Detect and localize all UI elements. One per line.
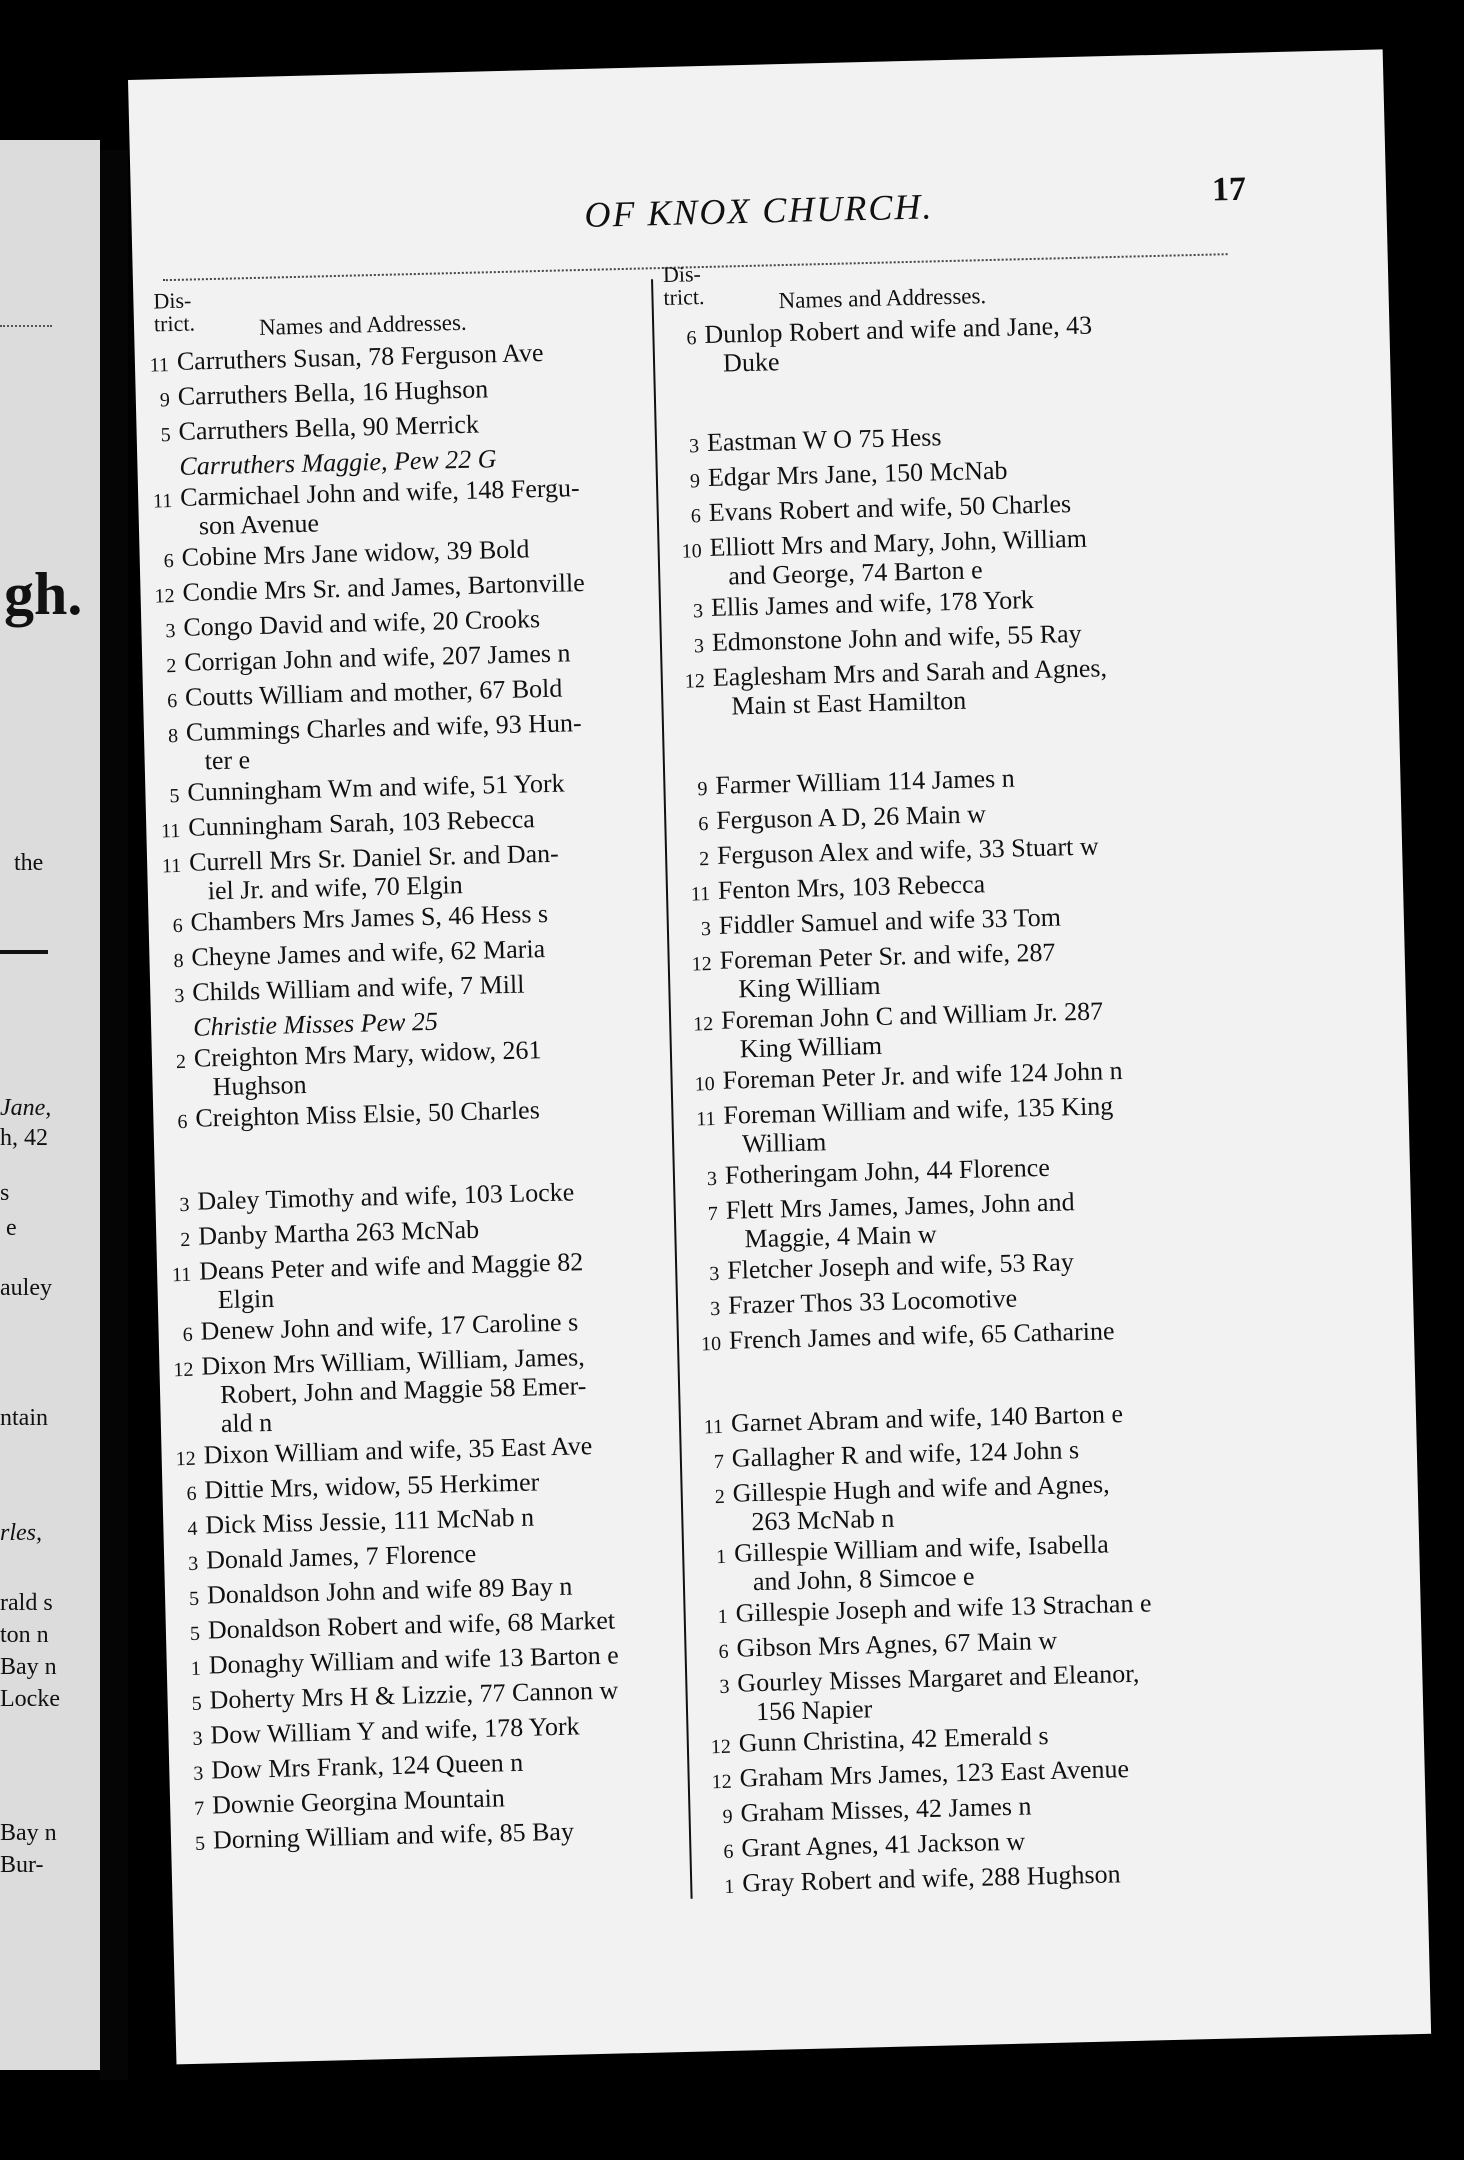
entry-text bbox=[194, 1032, 663, 1101]
district-number: 12 bbox=[154, 585, 175, 608]
entry-name-address: Currell Mrs Sr. Daniel Sr. and Dan- bbox=[188, 838, 560, 877]
entry-name-address: Gray Robert and wife, 288 Hughson bbox=[741, 1859, 1121, 1898]
entry-name-address: Dixon Mrs William, William, James, bbox=[201, 1342, 585, 1381]
district-number: 3 bbox=[700, 918, 712, 941]
district-number: 3 bbox=[688, 435, 700, 458]
district-heading: Dis- trict. bbox=[153, 287, 196, 337]
entry-continuation: Main st East Hamilton bbox=[731, 685, 967, 721]
entry-name-address: Ellis James and wife, 178 York bbox=[710, 585, 1035, 622]
entry-name-address: Dick Miss Jessie, 111 McNab n bbox=[204, 1502, 535, 1540]
entry-name-address: Condie Mrs Sr. and James, Bartonville bbox=[182, 567, 586, 607]
entry-continuation: 263 McNab n bbox=[751, 1503, 895, 1537]
district-number: 3 bbox=[174, 984, 185, 1008]
district-number: 6 bbox=[166, 689, 178, 713]
district-number: 2 bbox=[175, 1050, 187, 1074]
entry-name-address: Dittie Mrs, widow, 55 Herkimer bbox=[204, 1467, 540, 1505]
entry-name-address: Downie Georgina Mountain bbox=[211, 1783, 506, 1820]
entry-name-address: Cummings Charles and wife, 93 Hun- bbox=[185, 708, 582, 747]
directory-entry bbox=[667, 520, 1228, 592]
district-number: 3 bbox=[693, 635, 705, 658]
district-number: 10 bbox=[700, 1332, 722, 1356]
district-number: 11 bbox=[171, 1263, 192, 1287]
district-number: 1 bbox=[715, 1545, 727, 1569]
entry-text bbox=[732, 1466, 1251, 1537]
entry-continuation: William bbox=[741, 1127, 827, 1159]
directory-entry bbox=[159, 1340, 671, 1439]
entry-continuation: ter e bbox=[204, 745, 251, 776]
entry-name-address: Eastman W O 75 Hess bbox=[706, 422, 942, 457]
entry-name-address: Farmer William 114 James n bbox=[715, 763, 1016, 800]
book-spine bbox=[100, 150, 128, 2080]
district-number: 6 bbox=[172, 914, 183, 938]
entry-name-address: Coutts William and mother, 67 Bold bbox=[184, 673, 563, 712]
district-number: 2 bbox=[166, 654, 177, 678]
entry-name-address: Gunn Christina, 42 Emerald s bbox=[738, 1721, 1049, 1758]
district-number: 11 bbox=[703, 1415, 724, 1439]
entry-text bbox=[719, 933, 1238, 1004]
entry-text bbox=[199, 1245, 668, 1314]
entry-name-address: Frazer Thos 33 Locomotive bbox=[727, 1283, 1018, 1320]
directory-entry bbox=[670, 650, 1231, 722]
district-number: 10 bbox=[681, 540, 702, 563]
directory-entry bbox=[147, 836, 658, 906]
entry-text bbox=[189, 836, 658, 905]
left-page-fragment: rald s bbox=[0, 1590, 53, 1616]
district-number: 11 bbox=[161, 854, 182, 878]
district-number: 11 bbox=[696, 1107, 716, 1131]
district-number: 5 bbox=[191, 1692, 202, 1715]
directory-entry bbox=[681, 1088, 1242, 1160]
district-number: 7 bbox=[193, 1797, 205, 1820]
directory-entry bbox=[157, 1245, 668, 1315]
left-page-fragment: gh. bbox=[4, 561, 83, 627]
entry-continuation: Hughson bbox=[212, 1069, 307, 1102]
district-number: 5 bbox=[160, 424, 171, 447]
entry-name-address: Creighton Mrs Mary, widow, 261 bbox=[193, 1035, 542, 1073]
entry-text bbox=[180, 471, 649, 540]
directory-entry bbox=[662, 307, 1223, 379]
district-number: 3 bbox=[692, 600, 704, 623]
entry-text bbox=[725, 1183, 1244, 1254]
district-number: 12 bbox=[711, 1770, 733, 1794]
district-number: 6 bbox=[690, 505, 702, 528]
entry-text bbox=[737, 1656, 1256, 1727]
entry-name-address: Cheyne James and wife, 62 Maria bbox=[191, 934, 546, 972]
district-number: 1 bbox=[724, 1875, 735, 1898]
district-number: 12 bbox=[175, 1447, 196, 1471]
sub-entry: Carruthers Maggie, Pew 22 G bbox=[179, 444, 497, 481]
district-number: 5 bbox=[188, 1587, 200, 1610]
district-number: 6 bbox=[718, 1640, 729, 1664]
entry-name-address: Dow Mrs Frank, 124 Queen n bbox=[210, 1747, 524, 1785]
district-number: 5 bbox=[189, 1622, 201, 1645]
district-number: 12 bbox=[710, 1735, 732, 1759]
district-number: 8 bbox=[173, 949, 184, 973]
directory-entry bbox=[683, 1183, 1244, 1255]
entry-name-address: Garnet Abram and wife, 140 Barton e bbox=[730, 1399, 1124, 1438]
district-number: 6 bbox=[186, 1482, 197, 1505]
sub-entry: Christie Misses Pew 25 bbox=[192, 1006, 439, 1042]
entry-continuation: King William bbox=[738, 970, 881, 1004]
names-heading: Names and Addresses. bbox=[258, 309, 467, 340]
entry-name-address: Flett Mrs James, James, John and bbox=[725, 1187, 1075, 1225]
entry-name-address: Gourley Misses Margaret and Eleanor, bbox=[736, 1658, 1140, 1698]
document-page bbox=[128, 49, 1431, 2064]
entry-name-address: Fenton Mrs, 103 Rebecca bbox=[717, 869, 986, 905]
entry-text bbox=[723, 1088, 1242, 1159]
district-number: 7 bbox=[713, 1450, 725, 1474]
entry-continuation: King William bbox=[739, 1030, 883, 1064]
entry-name-address: Dow William Y and wife, 178 York bbox=[210, 1711, 580, 1750]
district-number: 2 bbox=[698, 848, 710, 871]
entry-continuation: Duke bbox=[722, 347, 780, 378]
entry-name-address: Edgar Mrs Jane, 150 McNab bbox=[707, 455, 1008, 492]
district-number: 9 bbox=[722, 1805, 733, 1828]
directory-entry bbox=[677, 933, 1238, 1005]
page-number: 17 bbox=[1211, 170, 1247, 209]
entry-name-address: Foreman Peter Jr. and wife 124 John n bbox=[722, 1056, 1123, 1095]
entry-name-address: Foreman William and wife, 135 King bbox=[723, 1091, 1114, 1130]
district-number: 1 bbox=[190, 1657, 202, 1680]
entry-name-address: Fletcher Joseph and wife, 53 Ray bbox=[726, 1247, 1075, 1285]
previous-page-edge bbox=[0, 140, 100, 2070]
entry-name-address: Ferguson Alex and wife, 33 Stuart w bbox=[716, 831, 1099, 870]
entry-name-address: Cobine Mrs Jane widow, 39 Bold bbox=[181, 534, 530, 572]
district-number: 6 bbox=[686, 327, 697, 350]
left-page-fragment: Bay n bbox=[0, 1820, 57, 1846]
entry-name-address: Graham Misses, 42 James n bbox=[740, 1791, 1032, 1828]
entry-name-address: Cunningham Wm and wife, 51 York bbox=[187, 768, 565, 807]
district-number: 9 bbox=[697, 778, 708, 801]
left-page-fragment: ntain bbox=[0, 1405, 48, 1431]
left-page-fragment: e bbox=[6, 1215, 17, 1241]
district-number: 12 bbox=[684, 670, 706, 693]
entry-name-address: Grant Agnes, 41 Jackson w bbox=[741, 1826, 1026, 1863]
entry-name-address: Dixon William and wife, 35 East Ave bbox=[203, 1431, 593, 1470]
district-number: 10 bbox=[694, 1072, 715, 1096]
directory-entry bbox=[679, 993, 1240, 1065]
directory-entry bbox=[152, 1032, 663, 1102]
district-number: 3 bbox=[709, 1262, 720, 1286]
entry-name-address: Ferguson A D, 26 Main w bbox=[715, 799, 987, 835]
entry-name-address: French James and wife, 65 Catharine bbox=[728, 1316, 1115, 1355]
district-number: 3 bbox=[193, 1762, 204, 1785]
left-page-fragment: Jane, bbox=[0, 1095, 52, 1121]
entry-continuation: Maggie, 4 Main w bbox=[744, 1219, 937, 1254]
entry-continuation: iel Jr. and wife, 70 Elgin bbox=[207, 870, 464, 906]
left-page-fragment: Locke bbox=[0, 1686, 60, 1712]
entry-name-address: Donaldson Robert and wife, 68 Market bbox=[207, 1605, 616, 1645]
entry-name-address: Carmichael John and wife, 148 Fergu- bbox=[179, 473, 580, 512]
district-number: 6 bbox=[163, 550, 175, 573]
district-number: 7 bbox=[707, 1202, 719, 1226]
entry-name-address: Gibson Mrs Agnes, 67 Main w bbox=[736, 1625, 1058, 1663]
left-page-fragment: the bbox=[14, 850, 44, 876]
entry-name-address: Daley Timothy and wife, 103 Locke bbox=[197, 1177, 575, 1216]
entry-continuation: Elgin bbox=[217, 1283, 275, 1315]
entry-name-address: Gillespie William and wife, Isabella bbox=[733, 1529, 1110, 1568]
entry-name-address: Dunlop Robert and wife and Jane, 43 bbox=[704, 310, 1093, 349]
directory-entry bbox=[690, 1466, 1251, 1538]
district-heading: Dis- trict. bbox=[662, 261, 705, 310]
entry-name-address: Cunningham Sarah, 103 Rebecca bbox=[187, 804, 536, 842]
entry-text bbox=[201, 1340, 671, 1438]
left-page-fragment: h, 42 bbox=[0, 1125, 48, 1151]
district-number: 12 bbox=[173, 1358, 194, 1382]
district-number: 3 bbox=[192, 1727, 203, 1750]
district-number: 6 bbox=[177, 1110, 188, 1134]
district-number: 3 bbox=[706, 1167, 718, 1191]
left-page-fragment: Bur- bbox=[0, 1852, 44, 1878]
entry-name-address: Deans Peter and wife and Maggie 82 bbox=[198, 1247, 584, 1286]
entry-text bbox=[712, 650, 1231, 721]
right-column-entries bbox=[662, 307, 1261, 1904]
entry-name-address: Gallagher R and wife, 124 John s bbox=[731, 1435, 1080, 1473]
entry-name-address: Danby Martha 263 McNab bbox=[197, 1214, 480, 1251]
district-number: 11 bbox=[160, 819, 181, 843]
entry-name-address: Donaldson John and wife 89 Bay n bbox=[206, 1571, 573, 1610]
entry-name-address: Childs William and wife, 7 Mill bbox=[191, 969, 525, 1007]
directory-entry bbox=[138, 471, 649, 541]
district-number: 2 bbox=[714, 1485, 726, 1509]
entry-name-address: Donald James, 7 Florence bbox=[205, 1538, 477, 1575]
entry-name-address: Gillespie Hugh and wife and Agnes, bbox=[732, 1469, 1110, 1508]
district-number: 3 bbox=[719, 1675, 730, 1699]
left-page-fragment: Bay n bbox=[0, 1654, 57, 1680]
district-number: 6 bbox=[182, 1323, 193, 1347]
entry-text bbox=[721, 993, 1240, 1064]
entry-name-address: Carruthers Bella, 16 Hughson bbox=[177, 374, 489, 411]
entry-name-address: Gillespie Joseph and wife 13 Strachan e bbox=[735, 1588, 1152, 1628]
entry-name-address: Corrigan John and wife, 207 James n bbox=[183, 638, 571, 677]
entry-name-address: Chambers Mrs James S, 46 Hess s bbox=[190, 898, 549, 937]
district-number: 12 bbox=[691, 953, 713, 976]
left-page-rule bbox=[0, 325, 52, 327]
district-number: 1 bbox=[717, 1605, 728, 1629]
district-number: 2 bbox=[180, 1228, 191, 1252]
entry-text bbox=[709, 520, 1228, 591]
entry-continuation: and John, 8 Simcoe e bbox=[752, 1561, 975, 1597]
district-number: 3 bbox=[188, 1552, 199, 1575]
entry-name-address: Fiddler Samuel and wife 33 Tom bbox=[718, 902, 1062, 940]
entry-name-address: Edmonstone John and wife, 55 Ray bbox=[711, 618, 1082, 657]
entry-continuation: 156 Napier bbox=[755, 1694, 873, 1727]
left-page-fragment: rles, bbox=[0, 1520, 42, 1546]
district-number: 11 bbox=[152, 490, 173, 513]
entry-name-address: Eaglesham Mrs and Sarah and Agnes, bbox=[712, 653, 1108, 692]
district-number: 5 bbox=[194, 1832, 206, 1855]
entry-name-address: Evans Robert and wife, 50 Charles bbox=[708, 489, 1072, 527]
entry-continuation: son Avenue bbox=[198, 508, 320, 541]
entry-text bbox=[704, 307, 1223, 378]
district-number: 3 bbox=[709, 1297, 721, 1321]
directory-entry bbox=[695, 1656, 1256, 1728]
district-number: 12 bbox=[692, 1012, 714, 1036]
entry-name-address: Donaghy William and wife 13 Barton e bbox=[208, 1640, 620, 1680]
left-column-entries bbox=[135, 335, 682, 1861]
entry-name-address: Carruthers Bella, 90 Merrick bbox=[178, 409, 480, 446]
entry-continuation: ald n bbox=[220, 1407, 273, 1439]
district-number: 11 bbox=[690, 883, 711, 906]
entry-name-address: Denew John and wife, 17 Caroline s bbox=[200, 1307, 579, 1346]
left-page-fragment: ton n bbox=[0, 1622, 49, 1648]
names-heading: Names and Addresses. bbox=[778, 283, 987, 314]
district-number: 3 bbox=[179, 1193, 190, 1217]
district-number: 8 bbox=[167, 724, 179, 748]
entry-continuation: Robert, John and Maggie 58 Emer- bbox=[219, 1371, 587, 1410]
district-number: 11 bbox=[149, 354, 170, 377]
page-title: OF KNOX CHURCH. bbox=[583, 186, 934, 235]
entry-name-address: Elliott Mrs and Mary, John, William bbox=[709, 523, 1088, 562]
entry-name-address: Foreman Peter Sr. and wife, 287 bbox=[719, 937, 1056, 975]
entry-name-address: Graham Mrs James, 123 East Avenue bbox=[739, 1754, 1130, 1793]
entry-name-address: Doherty Mrs H & Lizzie, 77 Cannon w bbox=[209, 1675, 619, 1715]
entry-name-address: Carruthers Susan, 78 Ferguson Ave bbox=[176, 337, 544, 376]
district-number: 3 bbox=[165, 620, 176, 643]
directory-entry bbox=[692, 1526, 1253, 1598]
entry-continuation: and George, 74 Barton e bbox=[727, 555, 983, 591]
entry-name-address: Fotheringam John, 44 Florence bbox=[724, 1152, 1051, 1190]
left-page-fragment: s bbox=[0, 1180, 10, 1206]
entry-name-address: Foreman John C and William Jr. 287 bbox=[720, 996, 1104, 1035]
district-number: 4 bbox=[187, 1517, 198, 1540]
left-page-bar bbox=[0, 950, 48, 954]
district-number: 5 bbox=[169, 784, 180, 808]
entry-text bbox=[186, 706, 655, 775]
district-number: 9 bbox=[159, 389, 171, 412]
entry-name-address: Congo David and wife, 20 Crooks bbox=[183, 604, 541, 642]
entry-text bbox=[734, 1526, 1253, 1597]
district-number: 6 bbox=[698, 813, 709, 836]
entry-name-address: Dorning William and wife, 85 Bay bbox=[212, 1816, 575, 1855]
left-page-fragment: auley bbox=[0, 1275, 52, 1301]
district-number: 6 bbox=[723, 1840, 734, 1863]
entry-name-address: Creighton Miss Elsie, 50 Charles bbox=[195, 1095, 541, 1133]
directory-entry bbox=[144, 706, 655, 776]
district-number: 9 bbox=[689, 470, 701, 493]
